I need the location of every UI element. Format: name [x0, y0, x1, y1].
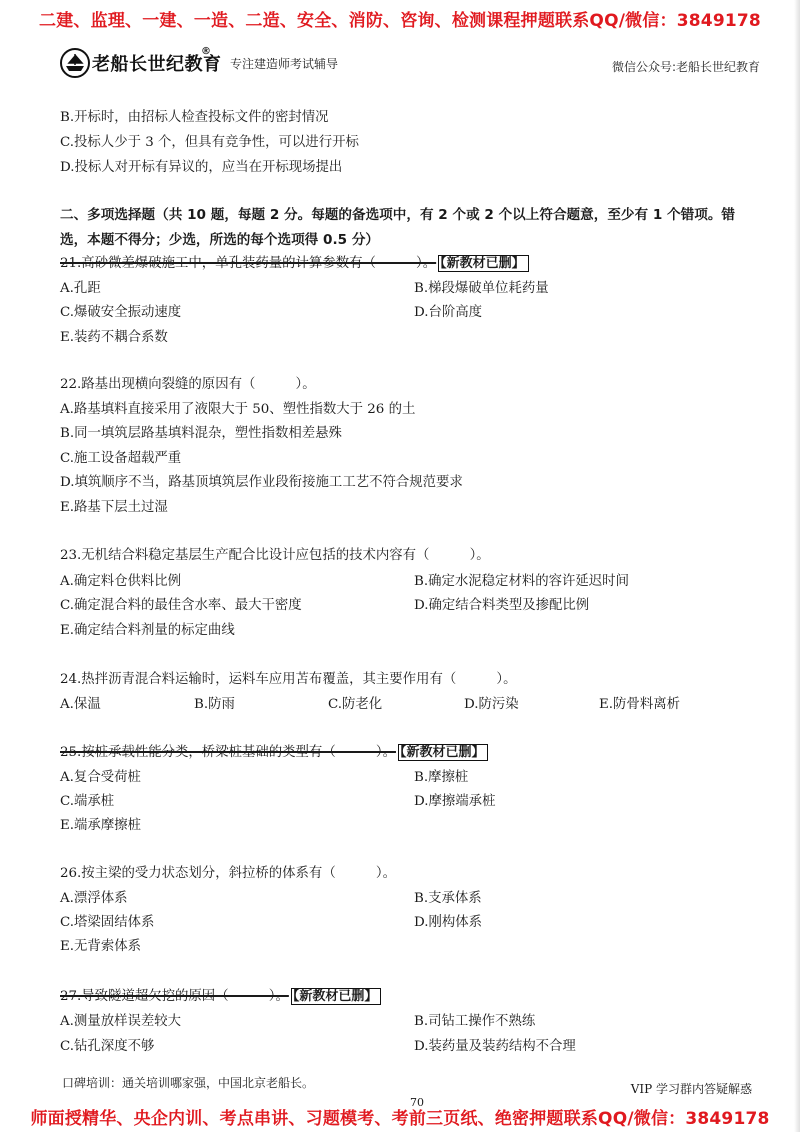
q24-option-b: B.防雨 [194, 697, 235, 712]
deleted-tag: 【新教材已删】 [398, 744, 489, 761]
q26-option-c: C.塔梁固结体系 [60, 915, 155, 930]
q25-option-e: E.端承摩擦桩 [60, 818, 141, 833]
q23-option-a: A.确定料仓供料比例 [60, 574, 182, 589]
q24-option-c: C.防老化 [328, 697, 383, 712]
prev-option-d: D.投标人对开标有异议的，应当在开标现场提出 [60, 160, 343, 175]
q23-option-c: C.确定混合料的最佳含水率、最大干密度 [60, 598, 302, 613]
q27-option-d: D.装药量及装药结构不合理 [414, 1039, 576, 1054]
question-21-stem: 21.高砂微差爆破施工中，单孔装药量的计算参数有（ ）。 [60, 256, 437, 271]
ship-logo-icon [60, 48, 90, 78]
q25-option-b: B.摩擦桩 [414, 770, 469, 785]
question-22-stem: 22.路基出现横向裂缝的原因有（ ）。 [60, 377, 316, 392]
q21-option-d: D.台阶高度 [414, 305, 483, 320]
question-25-stem: 25.按桩承载性能分类，桥梁桩基础的类型有（ ）。 [60, 745, 396, 760]
q22-option-c: C.施工设备超载严重 [60, 451, 182, 466]
top-contact-banner: 二建、监理、一建、一造、二造、安全、消防、咨询、检测课程押题联系QQ/微信：3849178 [39, 11, 761, 31]
q22-option-a: A.路基填料直接采用了液限大于 50、塑性指数大于 26 的土 [60, 402, 416, 417]
prev-option-b: B.开标时，由招标人检查投标文件的密封情况 [60, 110, 329, 125]
q21-option-a: A.孔距 [60, 281, 101, 296]
section-title-line1: 二、多项选择题（共 10 题，每题 2 分。每题的备选项中，有 2 个或 2 个以上符合题意，至少有 1 个错项。错 [60, 207, 736, 223]
q23-option-e: E.确定结合料剂量的标定曲线 [60, 623, 235, 638]
q24-option-a: A.保温 [60, 697, 101, 712]
q21-option-e: E.装药不耦合系数 [60, 330, 168, 345]
q25-option-d: D.摩擦端承桩 [414, 794, 496, 809]
scan-edge-shadow [794, 0, 800, 1132]
section-title-line2: 选，本题不得分；少选，所选的每个选项得 0.5 分） [60, 232, 380, 248]
header-tagline: 专注建造师考试辅导 [230, 57, 339, 71]
page-header [60, 44, 760, 84]
q21-option-b: B.梯段爆破单位耗药量 [414, 281, 549, 296]
footer-vip-note: VIP 学习群内答疑解惑 [630, 1082, 752, 1096]
bottom-contact-banner: 师面授精华、央企内训、考点串讲、习题模考、考前三页纸、绝密押题联系QQ/微信：3849178 [30, 1109, 770, 1129]
q22-option-e: E.路基下层土过湿 [60, 500, 168, 515]
question-27 [60, 985, 381, 1004]
question-21 [60, 252, 529, 271]
deleted-tag: 【新教材已删】 [438, 255, 529, 272]
question-27-stem: 27.导致隧道超欠挖的原因（ ）。 [60, 989, 289, 1004]
q27-option-c: C.钻孔深度不够 [60, 1039, 155, 1054]
q26-option-e: E.无背索体系 [60, 939, 141, 954]
q23-option-d: D.确定结合料类型及掺配比例 [414, 598, 590, 613]
question-25 [60, 741, 488, 760]
q24-option-d: D.防污染 [464, 697, 519, 712]
registered-mark: ® [201, 46, 211, 57]
prev-option-c: C.投标人少于 3 个，但具有竞争性，可以进行开标 [60, 135, 359, 150]
q26-option-a: A.漂浮体系 [60, 891, 128, 906]
question-23-stem: 23.无机结合料稳定基层生产配合比设计应包括的技术内容有（ ）。 [60, 548, 490, 563]
deleted-tag: 【新教材已删】 [291, 988, 382, 1005]
logo-text: 老船长世纪教育 [92, 54, 222, 75]
q21-option-c: C.爆破安全振动速度 [60, 305, 182, 320]
q27-option-a: A.测量放样误差较大 [60, 1014, 182, 1029]
question-24-stem: 24.热拌沥青混合料运输时，运料车应用苫布覆盖，其主要作用有（ ）。 [60, 672, 517, 687]
header-wechat: 微信公众号:老船长世纪教育 [611, 60, 760, 74]
q25-option-c: C.端承桩 [60, 794, 115, 809]
page-number: 70 [410, 1096, 424, 1109]
q26-option-d: D.刚构体系 [414, 915, 483, 930]
q24-option-e: E.防骨料离析 [599, 697, 680, 712]
q23-option-b: B.确定水泥稳定材料的容许延迟时间 [414, 574, 629, 589]
q26-option-b: B.支承体系 [414, 891, 482, 906]
q22-option-b: B.同一填筑层路基填料混杂，塑性指数相差悬殊 [60, 426, 342, 441]
question-26-stem: 26.按主梁的受力状态划分，斜拉桥的体系有（ ）。 [60, 866, 396, 881]
footer-slogan: 口碑培训：通关培训哪家强，中国北京老船长。 [62, 1076, 315, 1090]
q22-option-d: D.填筑顺序不当，路基顶填筑层作业段衔接施工工艺不符合规范要求 [60, 475, 463, 490]
q27-option-b: B.司钻工操作不熟练 [414, 1014, 536, 1029]
q25-option-a: A.复合受荷桩 [60, 770, 141, 785]
